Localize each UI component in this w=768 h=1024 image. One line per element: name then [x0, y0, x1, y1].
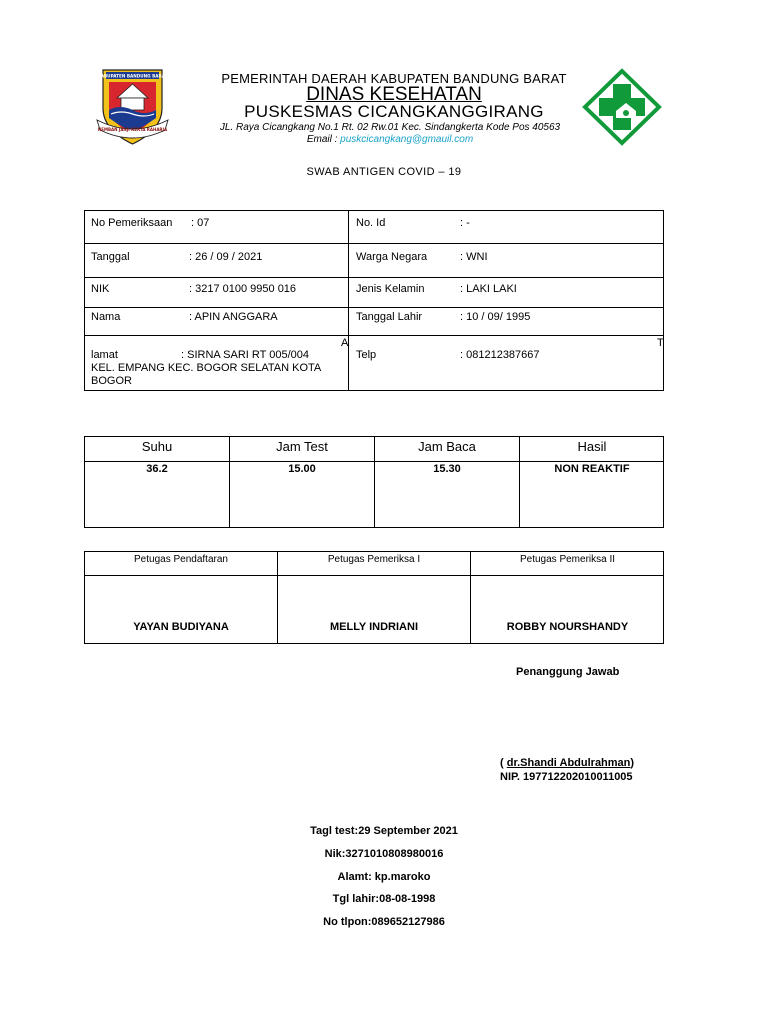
telp-value: : 081212387667 — [460, 349, 540, 361]
close-paren: ) — [630, 757, 635, 769]
tanggal-lahir-value: : 10 / 09/ 1995 — [460, 311, 531, 323]
no-id-label: No. Id — [356, 217, 386, 229]
test-results-table — [84, 436, 664, 528]
nik-field — [91, 283, 296, 295]
jenis-kelamin-value: : LAKI LAKI — [460, 283, 517, 295]
warga-negara-value: : WNI — [460, 251, 488, 263]
value-suhu: 36.2 — [146, 463, 168, 475]
doctor-signature — [500, 757, 634, 769]
tanggal-value: : 26 / 09 / 2021 — [189, 251, 263, 263]
alamat-label: lamat — [91, 349, 118, 361]
puskesmas-address: JL. Raya Cicangkang No.1 Rt. 02 Rw.01 Kec. Sindangkerta Kode Pos 40563 — [219, 122, 561, 133]
alamat-label-initial: A — [341, 337, 349, 349]
emblem-top-text: KABUPATEN BANDUNG BARAT — [97, 73, 168, 79]
header-hasil: Hasil — [577, 439, 607, 454]
value-hasil: NON REAKTIF — [554, 463, 630, 475]
alamat-value — [91, 349, 321, 388]
doctor-name: dr.Shandi Abdulrahman — [506, 757, 631, 769]
name-petugas-pemeriksa-1: MELLY INDRIANI — [329, 621, 418, 633]
note-tgl-test: Tagl test:29 September 2021 — [310, 825, 458, 837]
no-id-field — [356, 217, 470, 229]
tanggal-lahir-field — [356, 311, 530, 323]
tanggal-field — [91, 251, 262, 263]
value-jam-test: 15.00 — [288, 463, 316, 475]
patient-info-table — [84, 210, 664, 391]
alamat-line-3: BOGOR — [91, 375, 132, 387]
value-jam-baca: 15.30 — [433, 463, 461, 475]
nik-label: NIK — [91, 283, 110, 295]
nama-label: Nama — [91, 311, 121, 323]
warga-negara-label: Warga Negara — [356, 251, 428, 263]
header-petugas-pemeriksa-1: Petugas Pemeriksa I — [327, 554, 421, 565]
header-suhu: Suhu — [141, 439, 173, 454]
name-petugas-pendaftaran: YAYAN BUDIYANA — [133, 621, 229, 633]
no-pemeriksaan-label: No Pemeriksaan — [91, 217, 173, 229]
tanggal-label: Tanggal — [91, 251, 130, 263]
kabupaten-bandung-barat-emblem — [95, 68, 170, 148]
agency-title-text: DINAS KESEHATAN — [306, 84, 482, 105]
warga-negara-field — [356, 251, 488, 263]
doctor-nip: NIP. 197712202010011005 — [500, 771, 633, 783]
header-petugas-pemeriksa-2: Petugas Pemeriksa II — [519, 554, 616, 565]
no-pemeriksaan-field — [91, 217, 209, 229]
note-nik: Nik:3271010808980016 — [324, 848, 444, 860]
header-jam-baca: Jam Baca — [418, 439, 476, 454]
alamat-line-2: KEL. EMPANG KEC. BOGOR SELATAN KOTA — [91, 362, 322, 374]
puskesmas-title: PUSKESMAS CICANGKANGGIRANG — [244, 102, 544, 121]
telp-field — [356, 349, 540, 361]
jenis-kelamin-field — [356, 283, 517, 295]
email-link[interactable]: puskcicangkang@gmauil.com — [340, 134, 474, 145]
header-petugas-pendaftaran: Petugas Pendaftaran — [134, 554, 228, 565]
no-pemeriksaan-value: : 07 — [191, 217, 210, 229]
open-paren: ( — [500, 757, 507, 769]
alamat-line-1: : SIRNA SARI RT 005/004 — [181, 349, 309, 361]
header-jam-test: Jam Test — [276, 439, 328, 454]
email-label: Email : — [306, 134, 338, 145]
emblem-banner-text: NEMBAN JANJI KERTA RAHARJA — [97, 127, 168, 132]
tanggal-lahir-label: Tanggal Lahir — [356, 311, 423, 323]
document-title: SWAB ANTIGEN COVID – 19 — [306, 166, 462, 178]
telp-label-initial: T — [657, 337, 664, 349]
no-id-value: : - — [460, 217, 470, 229]
nama-field — [91, 311, 278, 323]
note-tgl-lahir: Tgl lahir:08-08-1998 — [332, 893, 436, 905]
responsible-role: Penanggung Jawab — [516, 666, 620, 678]
nama-value: : APIN ANGGARA — [189, 311, 278, 323]
telp-label: Telp — [356, 349, 377, 361]
nik-value: : 3217 0100 9950 016 — [189, 283, 297, 295]
puskesmas-logo-icon — [582, 68, 662, 146]
note-no-tlpon: No tlpon:089652127986 — [323, 916, 445, 928]
name-petugas-pemeriksa-2: ROBBY NOURSHANDY — [506, 621, 629, 633]
staff-table — [84, 551, 664, 644]
government-title: PEMERINTAH DAERAH KABUPATEN BANDUNG BARAT — [221, 71, 567, 86]
puskesmas-email — [180, 134, 600, 145]
jenis-kelamin-label: Jenis Kelamin — [356, 283, 425, 295]
note-alamat: Alamt: kp.maroko — [337, 871, 431, 883]
